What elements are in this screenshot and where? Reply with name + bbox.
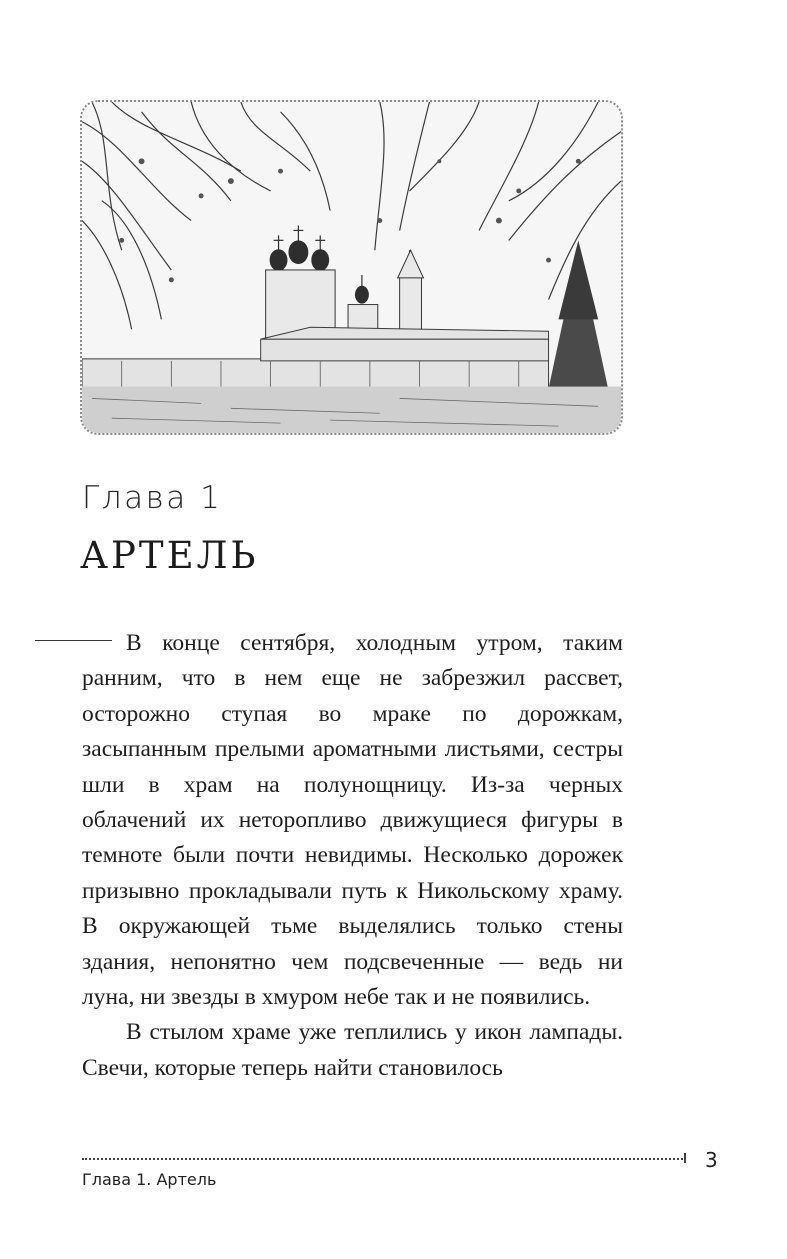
chapter-title: АРТЕЛЬ — [80, 534, 259, 577]
footer-rule — [82, 1158, 686, 1160]
chapter-number: Глава 1 — [82, 480, 223, 516]
paragraph: В конце сентября, холодным утром, таким ранним, что в нем еще не забрезжил рассвет, осторожно ступая во мраке по дорожкам, засыпанным прелыми ароматными листьями, сестры шли в храм на полунощницу. Из-за черных облачений их неторопливо движущиеся фигуры в темноте были почти невидимы. Несколько дорожек призывно прокладывали путь к Никольскому храму. В окружающей тьме выделялись только стены здания, непонятно чем подсвеченные — ведь ни луна, ни звезды в хмуром небе так и не появились. — [82, 630, 623, 1011]
chapter-illustration — [80, 100, 623, 435]
page-number: 3 — [705, 1148, 718, 1172]
footer-tick — [684, 1153, 686, 1163]
body-text — [82, 626, 623, 1086]
monastery-sketch-image — [82, 102, 621, 433]
paragraph: В стылом храме уже теплились у икон лампады. Свечи, которые теперь найти становилось — [82, 1019, 623, 1081]
running-head: Глава 1. Артель — [82, 1170, 217, 1189]
